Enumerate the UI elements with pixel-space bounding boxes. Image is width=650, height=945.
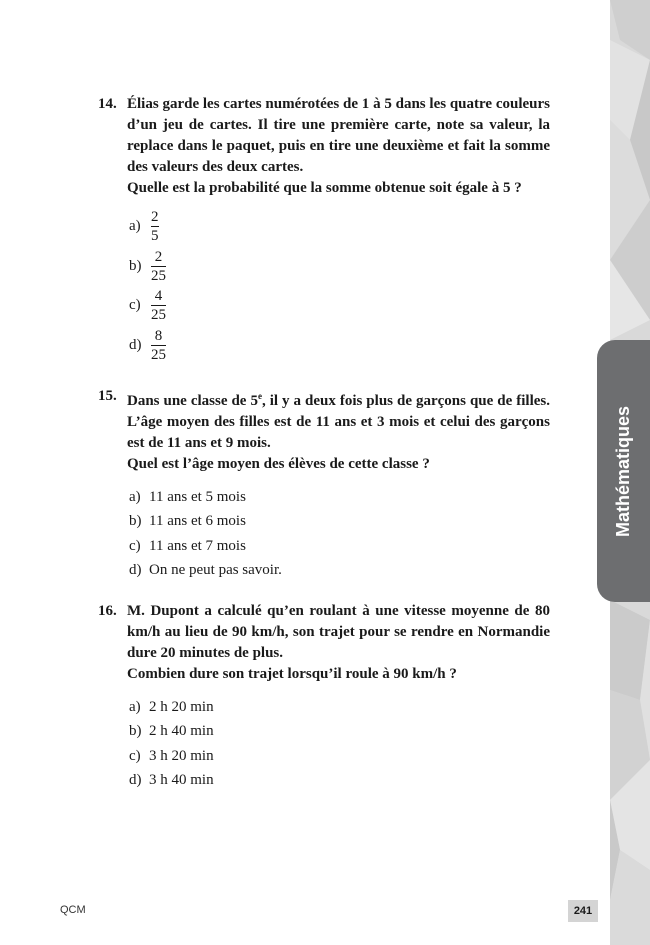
question-prompt: Combien dure son trajet lorsqu’il roule à 90 km/h ?	[127, 666, 457, 682]
option-b: b) 11 ans et 6 mois	[129, 513, 246, 530]
question-number: 16.	[98, 603, 117, 619]
question-prompt: Quel est l’âge moyen des élèves de cette classe ?	[127, 456, 430, 472]
question-text: Dans une classe de 5e, il y a deux fois plus de garçons que de filles. L’âge moyen des filles est de 11 ans et 3 mois et celui des garçons est de 11 ans et 9 mois.	[127, 391, 551, 451]
question-number: 14.	[98, 96, 117, 112]
option-a: a) $\frac{2}{5}$	[129, 209, 159, 245]
option-a: a) 11 ans et 5 mois	[129, 488, 246, 505]
option-a: a) 2 h 20 min	[129, 698, 214, 715]
option-c: c) 11 ans et 7 mois	[129, 537, 246, 554]
fraction: $\frac{8}{25}$	[151, 327, 166, 363]
question-text: M. Dupont a calculé qu’en roulant à une vitesse moyenne de 80 km/h au lieu de 90 km/h, son trajet pour se rendre en Normandie dure 20 minutes de plus.	[127, 603, 550, 661]
question-number: 15.	[98, 388, 117, 404]
option-d: d) 3 h 40 min	[129, 772, 214, 789]
option-b: b) 2 h 40 min	[129, 723, 214, 740]
question-text: Élias garde les cartes numérotées de 1 à 5 dans les quatre couleurs d’un jeu de cartes. Il tire une première carte, note sa valeur, la replace dans le paquet, puis en tire une deuxième et fait la somme des valeurs des deux cartes.	[127, 96, 550, 175]
page-number: 241	[568, 900, 598, 922]
question-prompt: Quelle est la probabilité que la somme obtenue soit égale à 5 ?	[127, 180, 522, 196]
fraction: $\frac{2}{25}$	[151, 248, 166, 284]
question-14	[98, 94, 550, 365]
footer-section-label: QCM	[60, 904, 86, 916]
fraction: $\frac{4}{25}$	[151, 288, 166, 324]
option-d: d) On ne peut pas savoir.	[129, 562, 282, 579]
answer-options	[129, 207, 550, 365]
option-d: d) $\frac{8}{25}$	[129, 327, 166, 363]
section-tab-label: Mathématiques	[613, 405, 633, 537]
question-15	[98, 386, 550, 583]
option-c: c) 3 h 20 min	[129, 747, 214, 764]
answer-options	[129, 695, 550, 793]
option-c: c) $\frac{4}{25}$	[129, 288, 166, 324]
fraction: $\frac{2}{5}$	[151, 209, 159, 245]
option-b: b) $\frac{2}{25}$	[129, 248, 166, 284]
answer-options	[129, 485, 550, 583]
question-16	[98, 601, 550, 793]
